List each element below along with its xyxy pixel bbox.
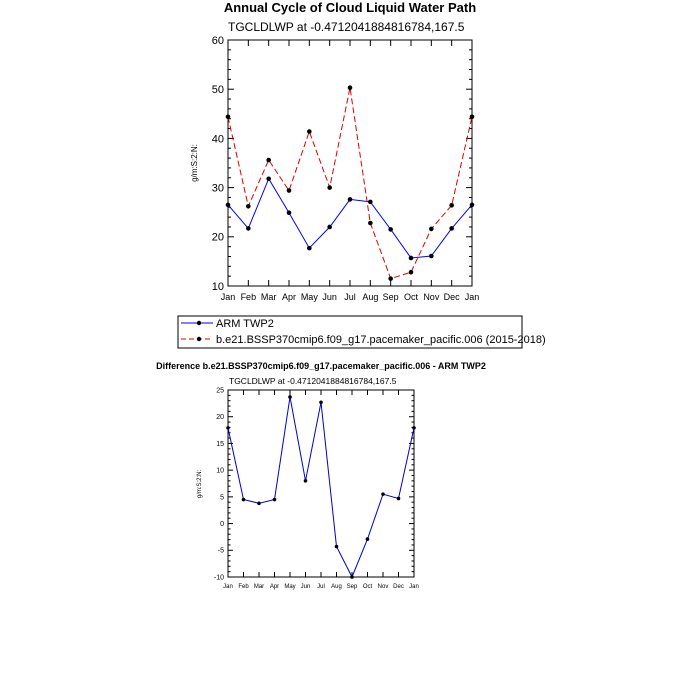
x-tick-label: Jun bbox=[322, 292, 337, 302]
data-point bbox=[246, 204, 251, 209]
chart1-title: Annual Cycle of Cloud Liquid Water Path bbox=[223, 0, 477, 15]
chart2-title: Difference b.e21.BSSP370cmip6.f09_g17.pacemaker_pacific.006 - ARM TWP2 bbox=[156, 361, 486, 371]
data-point bbox=[368, 221, 373, 226]
x-tick-label: Jan bbox=[464, 292, 480, 302]
y-tick-label: 25 bbox=[216, 387, 224, 395]
x-tick-label: May bbox=[300, 292, 318, 302]
legend-model-label: b.e21.BSSP370cmip6.f09_g17.pacemaker_pacific.006 (2015-2018) bbox=[216, 334, 546, 346]
data-point bbox=[288, 395, 292, 399]
x-tick-label: Sep bbox=[346, 584, 358, 590]
x-tick-label: Dec bbox=[443, 292, 460, 302]
data-point bbox=[350, 575, 354, 579]
chart2-x-axis bbox=[223, 390, 419, 590]
x-tick-label: Jan bbox=[223, 584, 233, 590]
annual-cycle-chart bbox=[190, 0, 479, 302]
x-tick-label: Oct bbox=[403, 292, 419, 302]
chart2-subtitle: TGCLDLWP at -0.4712041884816784,167.5 bbox=[229, 376, 397, 386]
chart1-subtitle: TGCLDLWP at -0.4712041884816784,167.5 bbox=[228, 20, 465, 34]
data-point bbox=[397, 497, 401, 501]
data-point bbox=[368, 200, 373, 205]
x-tick-label: Jul bbox=[317, 584, 325, 590]
x-tick-label: Apr bbox=[269, 584, 280, 590]
data-point bbox=[266, 158, 271, 163]
x-tick-label: Apr bbox=[281, 292, 297, 302]
y-tick-label: 30 bbox=[211, 182, 224, 195]
y-tick-label: -10 bbox=[213, 574, 224, 582]
data-point bbox=[226, 426, 230, 430]
data-point bbox=[470, 114, 475, 119]
data-point bbox=[381, 492, 385, 496]
y-tick-label: 40 bbox=[211, 133, 224, 146]
legend-obs-marker bbox=[197, 321, 201, 325]
data-point bbox=[307, 129, 312, 134]
legend-obs-label: ARM TWP2 bbox=[216, 318, 274, 330]
data-point bbox=[335, 545, 339, 549]
series-line-0 bbox=[228, 179, 472, 258]
data-point bbox=[327, 225, 332, 230]
data-point bbox=[412, 426, 416, 430]
data-point bbox=[348, 197, 353, 202]
chart2-y-axis bbox=[214, 387, 414, 581]
chart1-x-axis bbox=[221, 40, 480, 302]
y-tick-label: 20 bbox=[216, 414, 224, 422]
data-point bbox=[429, 254, 434, 259]
x-tick-label: Feb bbox=[240, 292, 257, 302]
data-point bbox=[327, 185, 332, 190]
data-point bbox=[429, 227, 434, 232]
data-point bbox=[266, 176, 271, 181]
y-tick-label: 10 bbox=[211, 280, 224, 293]
chart1-frame bbox=[228, 40, 472, 286]
chart2-ylabel: g/m:S:2:N: bbox=[197, 469, 203, 499]
x-tick-label: Nov bbox=[423, 292, 440, 302]
data-point bbox=[307, 246, 312, 251]
legend-model-marker bbox=[197, 337, 201, 341]
data-point bbox=[409, 256, 414, 261]
y-tick-label: 15 bbox=[216, 440, 224, 448]
chart1-ylabel: g/m:S:2:N: bbox=[190, 144, 199, 182]
x-tick-label: Jan bbox=[220, 292, 236, 302]
x-tick-label: Jan bbox=[409, 584, 419, 590]
data-point bbox=[273, 498, 277, 502]
x-tick-label: May bbox=[284, 584, 296, 590]
x-tick-label: Jun bbox=[300, 584, 311, 590]
x-tick-label: Jul bbox=[344, 292, 356, 302]
x-tick-label: Aug bbox=[362, 292, 379, 302]
difference-chart bbox=[156, 361, 486, 590]
data-point bbox=[366, 537, 370, 541]
x-tick-label: Nov bbox=[377, 584, 389, 590]
y-tick-label: 60 bbox=[211, 34, 224, 47]
data-point bbox=[287, 188, 292, 193]
legend-entry-model bbox=[181, 334, 546, 346]
y-tick-label: 5 bbox=[220, 494, 224, 502]
y-tick-label: 0 bbox=[220, 521, 224, 529]
y-tick-label: 10 bbox=[216, 467, 224, 475]
y-tick-label: 20 bbox=[211, 231, 224, 244]
data-point bbox=[226, 203, 231, 208]
x-tick-label: Feb bbox=[238, 584, 249, 590]
series-line-0 bbox=[228, 397, 414, 577]
data-point bbox=[388, 276, 393, 281]
data-point bbox=[388, 227, 393, 232]
y-tick-label: 50 bbox=[211, 84, 224, 97]
x-tick-label: Sep bbox=[382, 292, 399, 302]
chart2-plot-area bbox=[226, 395, 416, 579]
data-point bbox=[246, 226, 251, 231]
data-point bbox=[226, 114, 231, 119]
data-point bbox=[287, 210, 292, 215]
data-point bbox=[409, 270, 414, 275]
legend bbox=[178, 316, 546, 348]
chart2-frame bbox=[228, 390, 414, 577]
x-tick-label: Oct bbox=[362, 584, 373, 590]
data-point bbox=[449, 226, 454, 231]
data-point bbox=[449, 203, 454, 208]
y-tick-label: -5 bbox=[217, 547, 224, 555]
data-point bbox=[470, 203, 475, 208]
data-point bbox=[242, 498, 246, 502]
data-point bbox=[257, 501, 261, 505]
data-point bbox=[304, 479, 308, 483]
x-tick-label: Aug bbox=[331, 584, 342, 590]
data-point bbox=[319, 400, 323, 404]
data-point bbox=[348, 85, 353, 90]
x-tick-label: Dec bbox=[393, 584, 404, 590]
x-tick-label: Mar bbox=[260, 292, 277, 302]
chart1-plot-area bbox=[226, 85, 475, 280]
x-tick-label: Mar bbox=[253, 584, 265, 590]
